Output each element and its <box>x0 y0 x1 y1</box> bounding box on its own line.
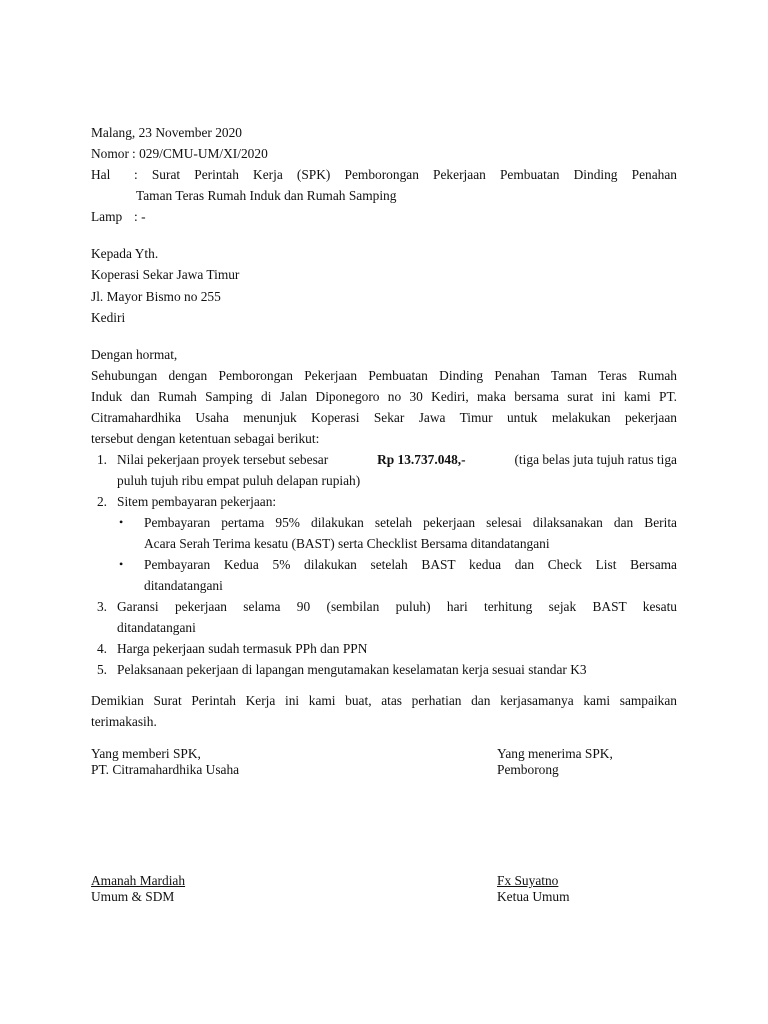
closing-line2: terimakasih. <box>91 714 157 729</box>
item-1-text-post: (tiga belas juta tujuh ratus tiga <box>514 452 677 467</box>
item-5-number: 5. <box>96 662 107 677</box>
salutation: Dengan hormat, <box>91 347 178 362</box>
closing-line1: Demikian Surat Perintah Kerja ini kami buat, atas perhatian dan kerjasamanya kami sampaikan <box>91 693 677 708</box>
item-3-number: 3. <box>96 599 107 614</box>
bullet-1-icon: • <box>119 515 124 529</box>
intro-line-3: Citramahardhika Usaha menunjuk Koperasi Sekar Jawa Timur untuk melakukan pekerjaan <box>91 410 677 425</box>
intro-line-2: Induk dan Rumah Samping di Jalan Diponegoro no 30 Kediri, maka bersama surat ini kami PT. <box>91 389 677 404</box>
signer-right-org: Pemborong <box>497 762 559 777</box>
item-1-number: 1. <box>96 452 107 467</box>
signer-left-position: Umum & SDM <box>91 889 175 904</box>
bullet-1-line2: Acara Serah Terima kesatu (BAST) serta Checklist Bersama ditandatangani <box>144 536 550 551</box>
recipient-greeting: Kepada Yth. <box>91 246 159 261</box>
item-2-number: 2. <box>96 494 107 509</box>
lamp-value: : - <box>134 209 146 224</box>
signer-left-org: PT. Citramahardhika Usaha <box>91 762 240 777</box>
intro-line-1: Sehubungan dengan Pemborongan Pekerjaan Pembuatan Dinding Penahan Taman Teras Rumah <box>91 368 677 383</box>
item-1-text-pre: Nilai pekerjaan proyek tersebut sebesar <box>117 452 329 467</box>
hal-value-line2: Taman Teras Rumah Induk dan Rumah Samping <box>136 188 397 203</box>
item-2-text: Sitem pembayaran pekerjaan: <box>117 494 277 509</box>
item-1-line1 <box>117 449 677 470</box>
nomor-label: Nomor <box>91 146 129 161</box>
recipient-name: Koperasi Sekar Jawa Timur <box>91 267 240 282</box>
recipient-city: Kediri <box>91 310 126 325</box>
nomor-value: : 029/CMU-UM/XI/2020 <box>132 146 268 161</box>
recipient-address: Jl. Mayor Bismo no 255 <box>91 289 221 304</box>
bullet-2-line1: Pembayaran Kedua 5% dilakukan setelah BAST kedua dan Check List Bersama <box>144 557 677 572</box>
item-5-text: Pelaksanaan pekerjaan di lapangan mengutamakan keselamatan kerja sesuai standar K3 <box>117 662 587 677</box>
signer-right-position: Ketua Umum <box>497 889 570 904</box>
lamp-label: Lamp <box>91 209 123 224</box>
intro-line-4: tersebut dengan ketentuan sebagai berikut: <box>91 431 320 446</box>
signer-left-title: Yang memberi SPK, <box>91 746 201 761</box>
item-1-amount: Rp 13.737.048,- <box>377 452 466 467</box>
item-3-line1: Garansi pekerjaan selama 90 (sembilan puluh) hari terhitung sejak BAST kesatu <box>117 599 677 614</box>
place-date: Malang, 23 November 2020 <box>91 125 242 140</box>
hal-value-line1: : Surat Perintah Kerja (SPK) Pemborongan Pekerjaan Pembuatan Dinding Penahan <box>134 167 677 182</box>
bullet-2-line2: ditandatangani <box>144 578 223 593</box>
item-4-number: 4. <box>96 641 107 656</box>
hal-label: Hal <box>91 167 111 182</box>
signer-right-title: Yang menerima SPK, <box>497 746 613 761</box>
item-3-line2: ditandatangani <box>117 620 196 635</box>
item-4-text: Harga pekerjaan sudah termasuk PPh dan PPN <box>117 641 368 656</box>
bullet-1-line1: Pembayaran pertama 95% dilakukan setelah pekerjaan selesai dilaksanakan dan Berita <box>144 515 677 530</box>
bullet-2-icon: • <box>119 557 124 571</box>
signer-left-name: Amanah Mardiah <box>91 873 186 888</box>
signer-right-name: Fx Suyatno <box>497 873 559 888</box>
item-1-line2: puluh tujuh ribu empat puluh delapan rupiah) <box>117 473 361 488</box>
